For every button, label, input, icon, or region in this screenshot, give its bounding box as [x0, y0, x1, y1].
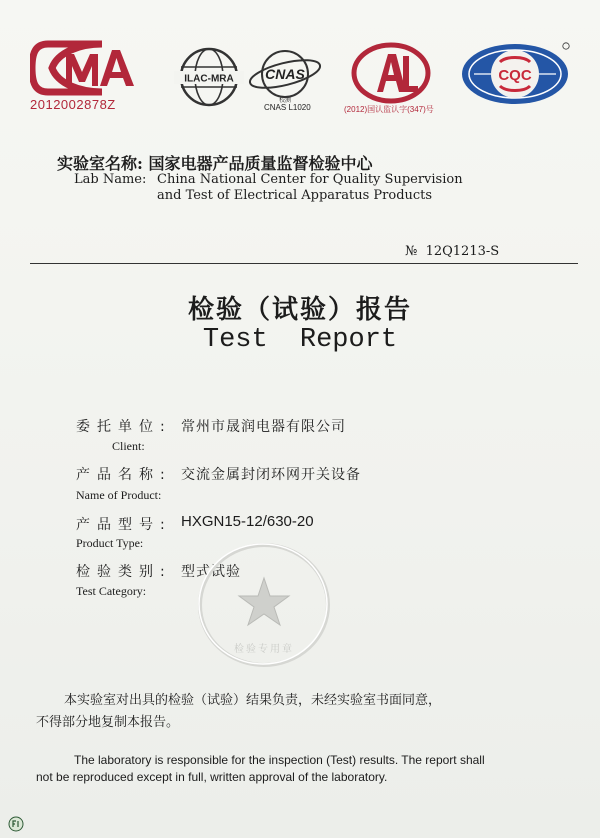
report-title-en: Test Report	[202, 325, 398, 355]
cnas-sub-label: 校测	[278, 97, 292, 104]
cal-approval-number: (2012)国认监认字(347)号	[344, 105, 434, 114]
ilac-mra-logo	[172, 46, 246, 108]
ilac-label: ILAC-MRA	[184, 73, 234, 85]
client-label-cn: 委托单位:	[76, 419, 172, 435]
cma-logo	[30, 38, 142, 98]
report-title-cn: 检验（试验）报告	[187, 295, 412, 325]
cqc-label: CQC	[498, 67, 532, 84]
header-divider	[30, 263, 578, 264]
lab-name-cn-label: 实验室名称:	[57, 154, 143, 173]
cnas-logo	[246, 50, 324, 104]
lab-name-en-line1: China National Center for Quality Supervision	[157, 172, 463, 187]
product-type-value: HXGN15-12/630-20	[181, 513, 314, 530]
notice-en-line2: not be reproduced except in full, written approval of the laboratory.	[36, 770, 388, 784]
cnas-label: CNAS	[265, 66, 305, 82]
embossed-seal	[194, 540, 334, 670]
lab-name-en	[157, 172, 463, 204]
test-category-label-en: Test Category:	[76, 584, 147, 598]
lab-name-en-line2: and Test of Electrical Apparatus Products	[157, 188, 433, 203]
cnas-code: CNAS L1020	[264, 103, 311, 112]
registered-mark-icon	[562, 42, 570, 50]
lab-name-en-label: Lab Name:	[74, 172, 147, 187]
notice-en-line1: The laboratory is responsible for the inspection (Test) results. The report shall	[74, 753, 485, 767]
svg-text:检验专用章: 检验专用章	[234, 644, 294, 655]
product-type-label-cn: 产品型号:	[76, 517, 172, 533]
corner-page-icon	[8, 816, 24, 832]
notice-cn-line1: 本实验室对出具的检验（试验）结果负责，未经实验室书面同意，	[64, 693, 442, 708]
lab-name-cn-value: 国家电器产品质量监督检验中心	[148, 154, 373, 173]
test-category-value: 型式试验	[181, 564, 241, 580]
cqc-logo	[460, 42, 570, 106]
client-label-en: Client:	[112, 439, 145, 453]
product-name-label-cn: 产品名称:	[76, 467, 172, 483]
lab-name-cn	[57, 151, 373, 174]
report-number-prefix: №	[405, 244, 418, 259]
notice-en	[36, 752, 576, 786]
cma-number: 2012002878Z	[30, 97, 116, 112]
product-type-label-en: Product Type:	[76, 536, 144, 550]
product-name-label-en: Name of Product:	[76, 488, 162, 502]
report-number	[405, 244, 499, 259]
test-category-label-cn: 检验类别:	[76, 564, 172, 580]
notice-cn	[36, 690, 566, 734]
report-number-value: 12Q1213-S	[425, 244, 500, 259]
notice-cn-line2: 不得部分地复制本报告。	[36, 715, 180, 730]
client-value: 常州市晟润电器有限公司	[181, 419, 346, 435]
product-name-value: 交流金属封闭环网开关设备	[181, 467, 361, 483]
cal-logo	[350, 42, 432, 104]
